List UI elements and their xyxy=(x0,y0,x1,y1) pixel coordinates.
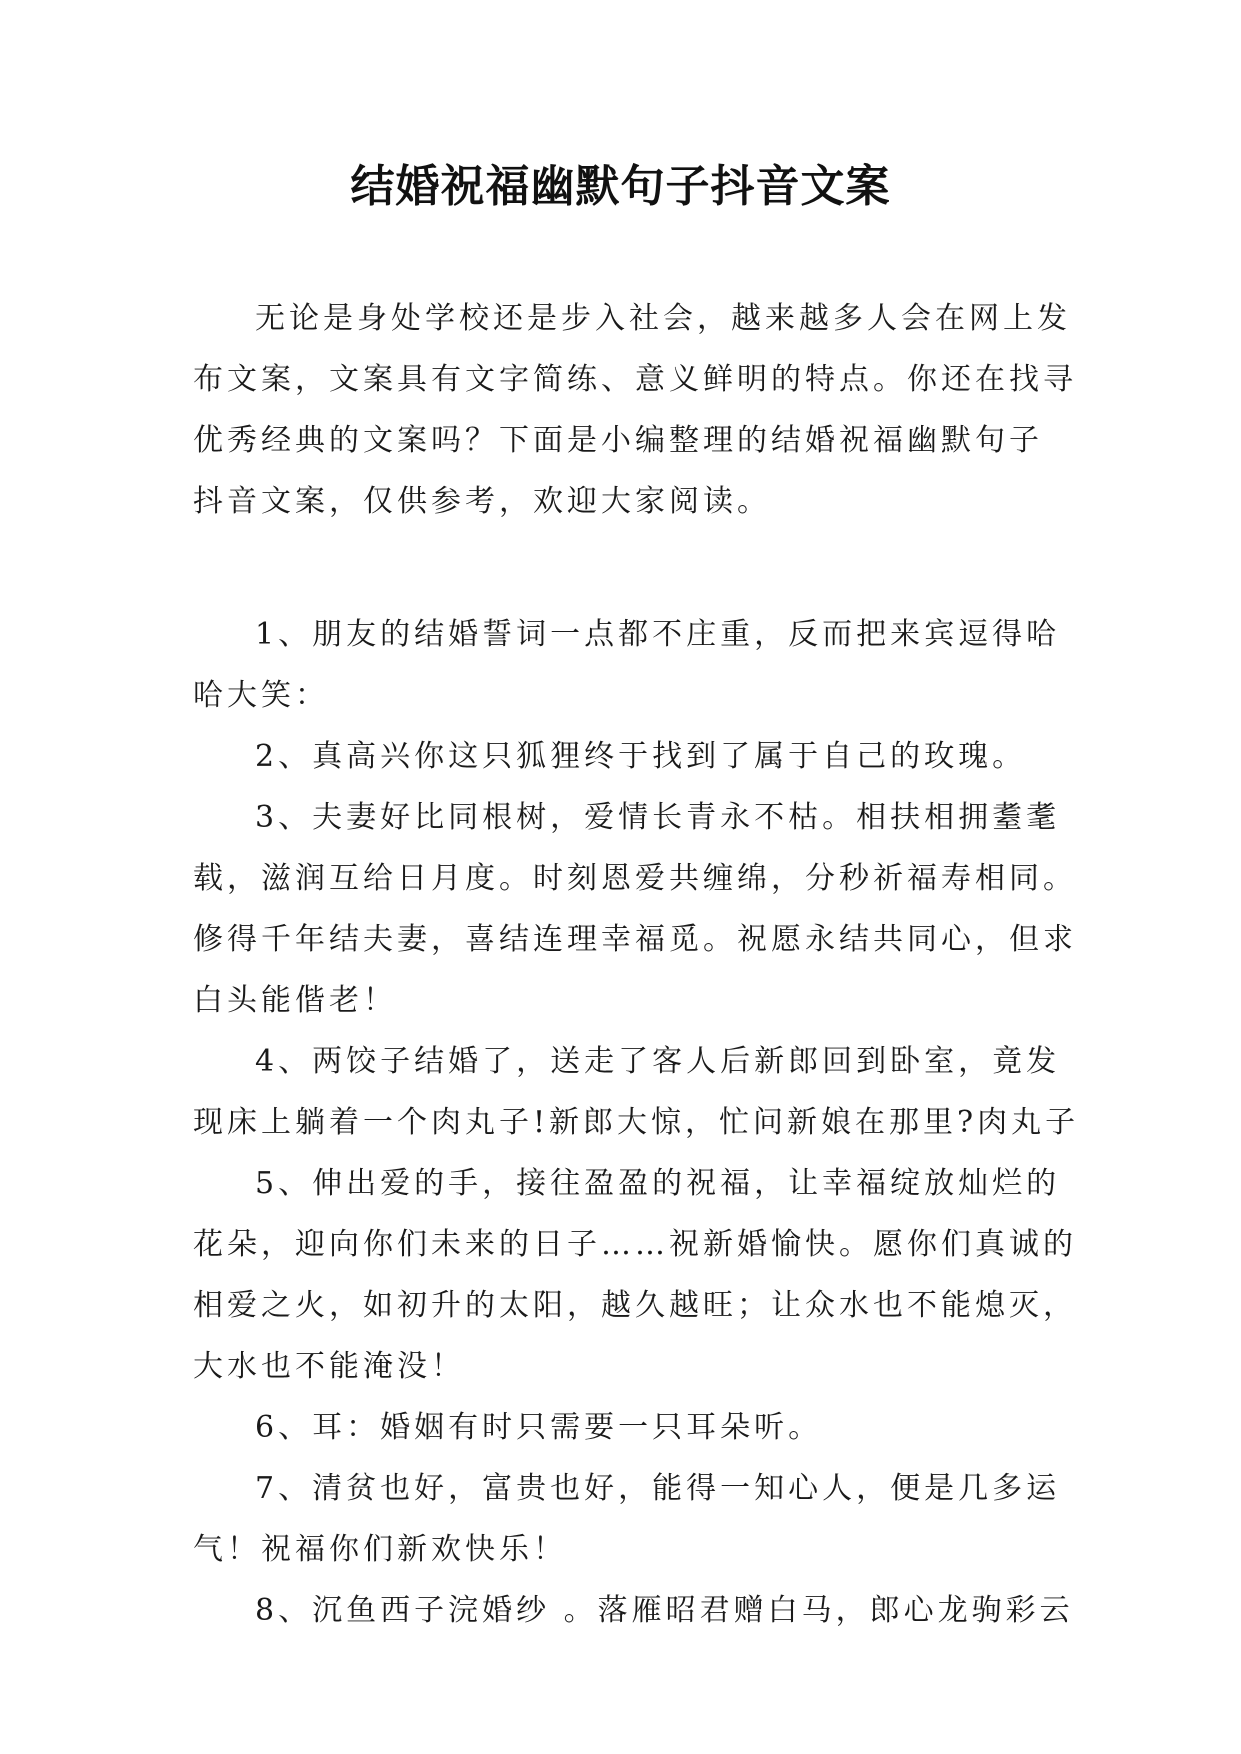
list-item-line: 8、沉鱼西子浣婚纱 。落雁昭君赠白马，郎心龙驹彩云 xyxy=(255,1593,1074,1628)
list-item-7 xyxy=(193,1458,1063,1580)
list-item-line: 6、耳：婚姻有时只需要一只耳朵听。 xyxy=(255,1410,823,1445)
list-item-line: 花朵，迎向你们未来的日子……祝新婚愉快。愿你们真诚的 xyxy=(193,1227,1077,1262)
intro-paragraph xyxy=(193,288,1077,532)
list-item-line: 相爱之火，如初升的太阳，越久越旺；让众水也不能熄灭， xyxy=(193,1288,1077,1323)
list-item-5 xyxy=(193,1153,1077,1397)
intro-line: 抖音文案，仅供参考，欢迎大家阅读。 xyxy=(193,484,771,519)
list-item-line: 2、真高兴你这只狐狸终于找到了属于自己的玫瑰。 xyxy=(255,739,1027,774)
list-item-1 xyxy=(193,604,1063,726)
list-item-6 xyxy=(193,1397,1063,1458)
list-item-2 xyxy=(193,726,1063,787)
list-item-line: 5、伸出爱的手，接往盈盈的祝福，让幸福绽放灿烂的 xyxy=(255,1166,1061,1201)
intro-line: 布文案，文案具有文字简练、意义鲜明的特点。你还在找寻 xyxy=(193,362,1077,397)
list-item-line: 4、两饺子结婚了，送走了客人后新郎回到卧室，竟发 xyxy=(255,1044,1061,1079)
document-title: 结婚祝福幽默句子抖音文案 xyxy=(350,161,891,212)
list-item-line: 7、清贫也好，富贵也好，能得一知心人，便是几多运 xyxy=(255,1471,1061,1506)
list-item-line: 气！祝福你们新欢快乐！ xyxy=(193,1532,567,1567)
intro-line: 优秀经典的文案吗？下面是小编整理的结婚祝福幽默句子 xyxy=(193,423,1043,458)
list-item-8 xyxy=(193,1580,1074,1641)
list-item-3 xyxy=(193,787,1077,1031)
list-item-line: 1、朋友的结婚誓词一点都不庄重，反而把来宾逗得哈 xyxy=(255,617,1061,652)
list-item-line: 3、夫妻好比同根树，爱情长青永不枯。相扶相拥耋耄 xyxy=(255,800,1061,835)
list-item-line: 现床上躺着一个肉丸子!新郎大惊，忙问新娘在那里?肉丸子 xyxy=(193,1105,1080,1140)
document-body xyxy=(193,288,1080,1641)
list-item-line: 载，滋润互给日月度。时刻恩爱共缠绵，分秒祈福寿相同。 xyxy=(193,861,1077,896)
intro-line: 无论是身处学校还是步入社会，越来越多人会在网上发 xyxy=(255,301,1071,336)
list-item-line: 修得千年结夫妻，喜结连理幸福觅。祝愿永结共同心，但求 xyxy=(193,922,1077,957)
list-item-4 xyxy=(193,1031,1080,1153)
paragraph-gap xyxy=(193,532,1063,604)
list-item-line: 白头能偕老！ xyxy=(193,983,397,1018)
list-item-line: 大水也不能淹没！ xyxy=(193,1349,465,1384)
list-item-line: 哈大笑： xyxy=(193,678,329,713)
